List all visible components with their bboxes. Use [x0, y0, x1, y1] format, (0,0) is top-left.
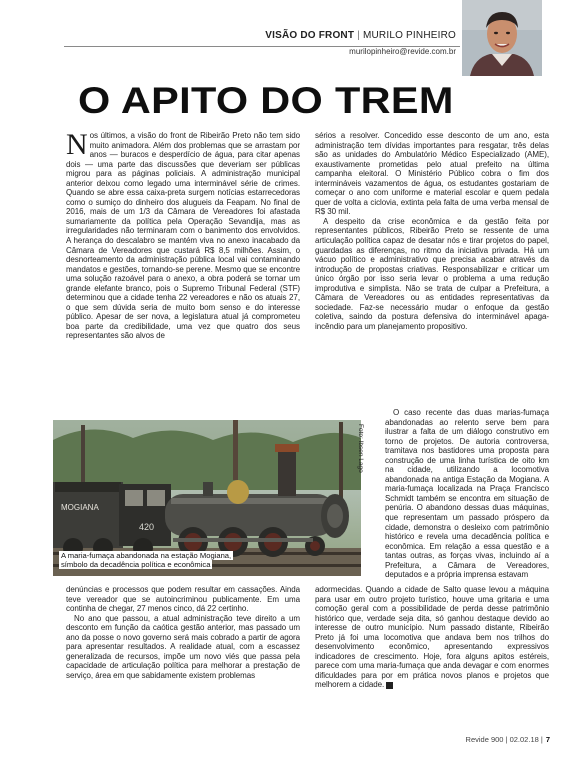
author-email[interactable]: murilopinheiro@revide.com.br — [349, 47, 456, 56]
footer-magazine: Revide 900 | 02.02.18 | — [465, 735, 543, 744]
author-portrait-image — [462, 0, 542, 76]
article-column-1-bottom — [66, 585, 300, 733]
photo-credit — [355, 424, 365, 484]
paragraph: O caso recente das duas marias-fumaça abandonadas ao relento serve bem para ilustrar a falta de um diálogo construtivo em torno de projetos. De autoria controversa, tramitava nos bastidores uma proposta para construção de uma linha turística de oito km na cidade, utilizando a locomotiva abandonada na antiga Estação da Mogiana. A maria-fumaça localizada na Praça Francisco Schmidt também se encontra em situação de penúria. O abandono dessas duas máquinas, que representam um passado próspero da cidade, demonstra o desleixo com patrimônio histórico e revela uma decadência política e econômica. Em relação a essa questão e a tantas outras, as forças vivas, incluindo aí a Prefeitura, a Câmara de Vereadores, deputados e a própria imprensa estavam — [385, 408, 549, 580]
paragraph: A despeito da crise econômica e da gestão feita por representantes públicos, Ribeirão Preto se ressente de uma articulação política capaz de desatar nós e tirar projetos do papel, guardadas as diferenças, no ritmo da iniciativa privada. Há um vácuo político e administrativo que precisa acabar através da introdução de propostas criativas. Responsabilizar e criticar um único órgão por isso seria levar o problema a uma redução improdutiva e simplista. Não se trata de culpar a Prefeitura, a Câmara de Vereadores ou as entidades representativas da sociedade. Faz-se necessário mudar o enfoque da gestão coletiva, saindo da postura defensiva do interminável apaga-incêndio para um planejamento propositivo. — [315, 216, 549, 331]
author-photo — [462, 0, 542, 76]
photo-caption — [59, 551, 299, 569]
paragraph: No ano que passou, a atual administração teve direito a um desconto em função da caótica gestão anterior, mas passado um ano da posse o novo governo será mais cobrado a partir de agora para apresentar resultados. A realidade atual, com a escassez generalizada de recursos, impõe um novo viés que passa pela capacidade de articulação política para melhorar a prestação de serviço, área em que sabidamente existem problemas — [66, 613, 300, 680]
locomotive-plate-text: MOGIANA — [61, 503, 99, 512]
paragraph-text: adormecidas. Quando a cidade de Salto quase levou a máquina para usar em outro projeto turístico, houve uma gritaria e uma comoção geral com a possibilidade de perda desse patrimônio histórico que, verdade seja dita, só ganhou destaque devido ao interesse de outro município. Num passado distante, Ribeirão Preto já foi uma locomotiva que andava bem nos trilhos do desenvolvimento econômico, apresentando expressivos indicadores de crescimento. Hoje, fora alguns apitos estéreis, parece com uma maria-fumaça que anda devagar e com enormes dificuldades para por em prática novos planos e projetos que melhorem a cidade. — [315, 585, 549, 690]
section-title: VISÃO DO FRONT — [265, 30, 355, 41]
caption-line-2: símbolo da decadência política e econômica — [61, 560, 211, 569]
article-column-2-top — [315, 131, 549, 411]
locomotive-number: 420 — [139, 522, 155, 532]
paragraph: sérios a resolver. Concedido esse desconto de um ano, esta administração tem dívidas importantes para resgatar, três delas são as unidades do Ambulatório Médico Especializado (AME), exaustivamente prometidas pelo atual prefeito na última campanha eleitoral. O Ministério Público cobra o fim dos intermináveis vazamentos de água, os estudantes gostariam de começar o ano com uniforme e material escolar e quem pedala quer de volta a ciclovia, extinta pela falta de uma verba mensal de R$ 30 mil. — [315, 131, 549, 217]
article-headline: O APITO DO TREM — [78, 80, 454, 121]
dropcap: N — [66, 131, 88, 161]
paragraph — [315, 585, 549, 690]
article-column-1-top — [66, 131, 300, 401]
page-footer — [440, 735, 550, 744]
paragraph: denúncias e processos que podem resultar em cassações. Ainda teve vereador que se autoincriminou publicamente. Em uma continha de chegar, 27 menos cinco, dá 22 certinho. — [66, 585, 300, 614]
photo-credit-text: Foto: Ibsen Lago — [357, 424, 364, 473]
paragraph — [66, 131, 300, 341]
section-separator: | — [357, 30, 360, 41]
article-column-2-middle — [385, 408, 549, 588]
end-of-article-icon — [386, 682, 393, 689]
caption-line-1: A maria-fumaça abandonada na estação Mogiana, — [61, 551, 232, 560]
article-column-2-bottom — [315, 585, 549, 733]
author-name: MURILO PINHEIRO — [362, 30, 456, 41]
paragraph-text: os últimos, a visão do front de Ribeirão Preto não tem sido muito animadora. Além dos problemas que se arrastam por anos — buracos e desperdício de água, para citar apenas dois — uma parte das discussões que deveriam ser públicas migrou para as páginas policiais. A administração municipal anterior deixou como legado uma interminável série de crimes. Quando se abre essa caixa-preta surgem notícias estarrecedoras como o sumiço do dinheiro dos alugueis da Feapam. No final de 2016, mais de um 1/3 da Câmara de Vereadores foi afastada sumariamente da política pela Operação Sevandija, mas as irregularidades não terminaram com o banimento dos envolvidos. A herança do descalabro se mantém viva no anexo inacabado da Câmara de Vereadores que custará R$ 8,5 milhões. Assim, o desnorteamento da administração pública local vai contaminando mandatos e gestões, tornando-se perene. Mesmo que se encontre uma solução razoável para o anexo, a obra poderá se tornar um grande elefante branco, pois o Supremo Tribunal Federal (STF) determinou que a cidade tenha 22 vereadores e não os atuais 27, o que sem dúvida seria de muito bom senso e do interesse público. Apesar de ser nova, a legislatura atual já comprometeu boa parte da credibilidade, uma vez que quatro dos seus representantes são alvos de — [66, 131, 300, 341]
section-header — [258, 30, 456, 41]
page-number: 7 — [545, 735, 550, 744]
